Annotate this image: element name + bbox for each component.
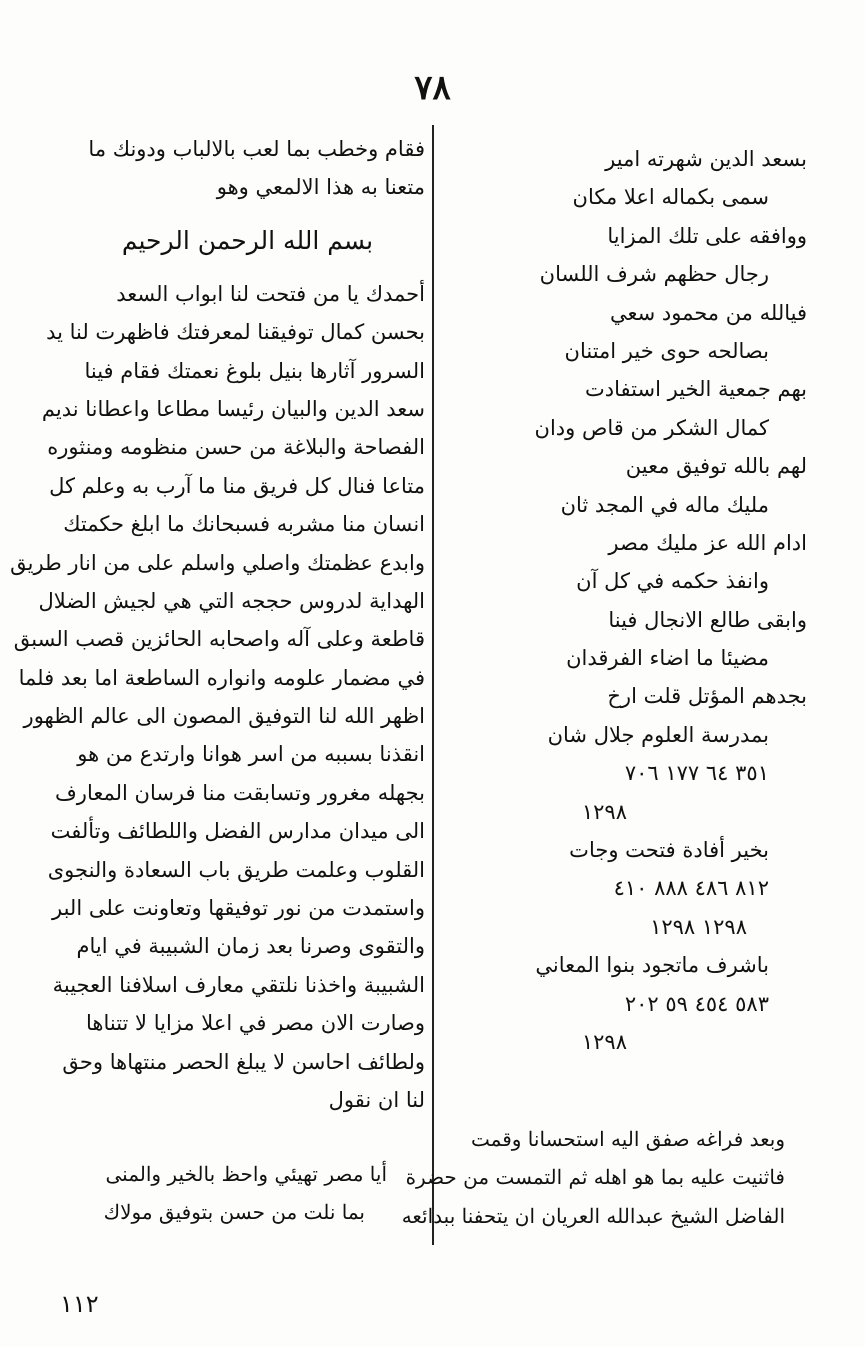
body-line: وصارت الان مصر في اعلا مزايا لا تتناها: [85, 1011, 425, 1036]
left-column: [10, 130, 425, 1119]
body-line: في مضمار علومه وانواره الساطعة اما بعد فلما: [18, 665, 425, 690]
body-line: الشبيبة واخذنا نلتقي معارف اسلافنا العجيبة: [52, 972, 425, 997]
poem-line: بمدرسة العلوم جلال شان: [547, 722, 769, 747]
chronogram-total: ١٢٩٨: [581, 1029, 627, 1054]
body-line: لنا ان نقول: [328, 1087, 425, 1112]
body-line: ولطائف احاسن لا يبلغ الحصر منتهاها وحق: [62, 1049, 425, 1074]
right-bottom-paragraph: [401, 1120, 785, 1235]
body-line: انسان منا مشربه فسبحانك ما ابلغ حكمتك: [63, 512, 425, 537]
poem-line: باشرف ماتجود بنوا المعاني: [535, 953, 769, 978]
poem-line: كمال الشكر من قاص ودان: [534, 415, 769, 440]
right-column: [462, 140, 807, 1061]
poem-line: بصالحه حوى خير امتنان: [564, 338, 769, 363]
body-line: وابدع عظمتك واصلي واسلم على من انار طريق: [10, 550, 425, 575]
poem-line: ووافقه على تلك المزايا: [607, 223, 807, 248]
poem-line: وانفذ حكمه في كل آن: [576, 569, 769, 594]
body-line: أحمدك يا من فتحت لنا ابواب السعد: [116, 281, 425, 306]
page-number-top: ٧٨: [414, 68, 451, 108]
poem-line: مليك ماله في المجد ثان: [560, 492, 769, 517]
body-line: والتقوى وصرنا بعد زمان الشبيبة في ايام: [76, 934, 425, 959]
chronogram-total: ١٢٩٨: [581, 799, 627, 824]
poem-line: أيا مصر تهيئي واحظ بالخير والمنى: [105, 1162, 387, 1186]
poem-line: مضيئا ما اضاء الفرقدان: [566, 646, 769, 671]
column-divider: [432, 125, 434, 1245]
poem-line: رجال حظهم شرف اللسان: [539, 262, 769, 287]
left-poem: [70, 1155, 425, 1232]
chronogram-numbers: ٨١٢ ٤٨٦ ٨٨٨ ٤١٠: [613, 876, 769, 901]
body-line: بجهله مغرور وتسابقت منا فرسان المعارف: [55, 780, 425, 805]
basmala-heading: بسم الله الرحمن الرحيم: [121, 225, 374, 255]
body-line: انقذنا بسببه من اسر هوانا وارتدع من هو: [77, 742, 425, 767]
poem-line: سمى بكماله اعلا مكان: [572, 185, 769, 210]
poem-line: بما نلت من حسن بتوفيق مولاك: [103, 1200, 365, 1225]
poem-line: لهم بالله توفيق معين: [625, 454, 807, 479]
body-line: اظهر الله لنا التوفيق المصون الى عالم الظهور: [23, 704, 425, 729]
poem-line: فيالله من محمود سعي: [609, 300, 807, 325]
body-line: بحسن كمال توفيقنا لمعرفتك فاظهرت لنا يد: [46, 320, 425, 345]
body-line: واستمدت من نور توفيقها وتعاونت على البر: [52, 896, 425, 921]
poem-line: ادام الله عز مليك مصر: [608, 530, 807, 555]
chronogram-numbers: ٣٥١ ٦٤ ١٧٧ ٧٠٦: [624, 761, 769, 786]
poem-line: بجدهم المؤتل قلت ارخ: [607, 684, 807, 709]
poem-line: بخير أفادة فتحت وجات: [569, 838, 769, 863]
intro-line: متعنا به هذا الالمعي وهو: [216, 175, 425, 200]
body-line: السرور آثارها بنيل بلوغ نعمتك فقام فينا: [84, 358, 425, 383]
body-line: الهداية لدروس حججه التي هي لجيش الضلال: [38, 588, 425, 613]
chronogram-total: ١٢٩٨ ١٢٩٨: [650, 914, 747, 939]
paragraph-line: الفاضل الشيخ عبدالله العريان ان يتحفنا ببدائعه: [401, 1203, 785, 1228]
paragraph-line: فاثنيت عليه بما هو اهله ثم التمست من حضرة: [405, 1165, 785, 1190]
body-line: القلوب وعلمت طريق باب السعادة والنجوى: [47, 857, 425, 882]
poem-line: بهم جمعية الخير استفادت: [585, 377, 807, 402]
chronogram-numbers: ٥٨٣ ٤٥٤ ٥٩ ٢٠٢: [624, 991, 769, 1016]
poem-line: بسعد الدين شهرته امير: [605, 147, 807, 171]
poem-line: وابقى طالع الانجال فينا: [608, 607, 807, 632]
body-line: سعد الدين والبيان رئيسا مطاعا واعطانا نديم: [41, 396, 425, 421]
intro-line: فقام وخطب بما لعب بالالباب ودونك ما: [88, 137, 425, 161]
body-line: متاعا فنال كل فريق منا ما آرب به وعلم كل: [49, 473, 425, 498]
page-number-bottom: ١١٢: [60, 1290, 99, 1318]
body-line: الى ميدان مدارس الفضل واللطائف وتألفت: [50, 819, 425, 844]
body-line: قاطعة وعلى آله واصحابه الحائزين قصب السبق: [13, 627, 425, 652]
body-line: الفصاحة والبلاغة من حسن منظومه ومنثوره: [47, 435, 425, 460]
paragraph-line: وبعد فراغه صفق اليه استحسانا وقمت: [471, 1127, 785, 1151]
